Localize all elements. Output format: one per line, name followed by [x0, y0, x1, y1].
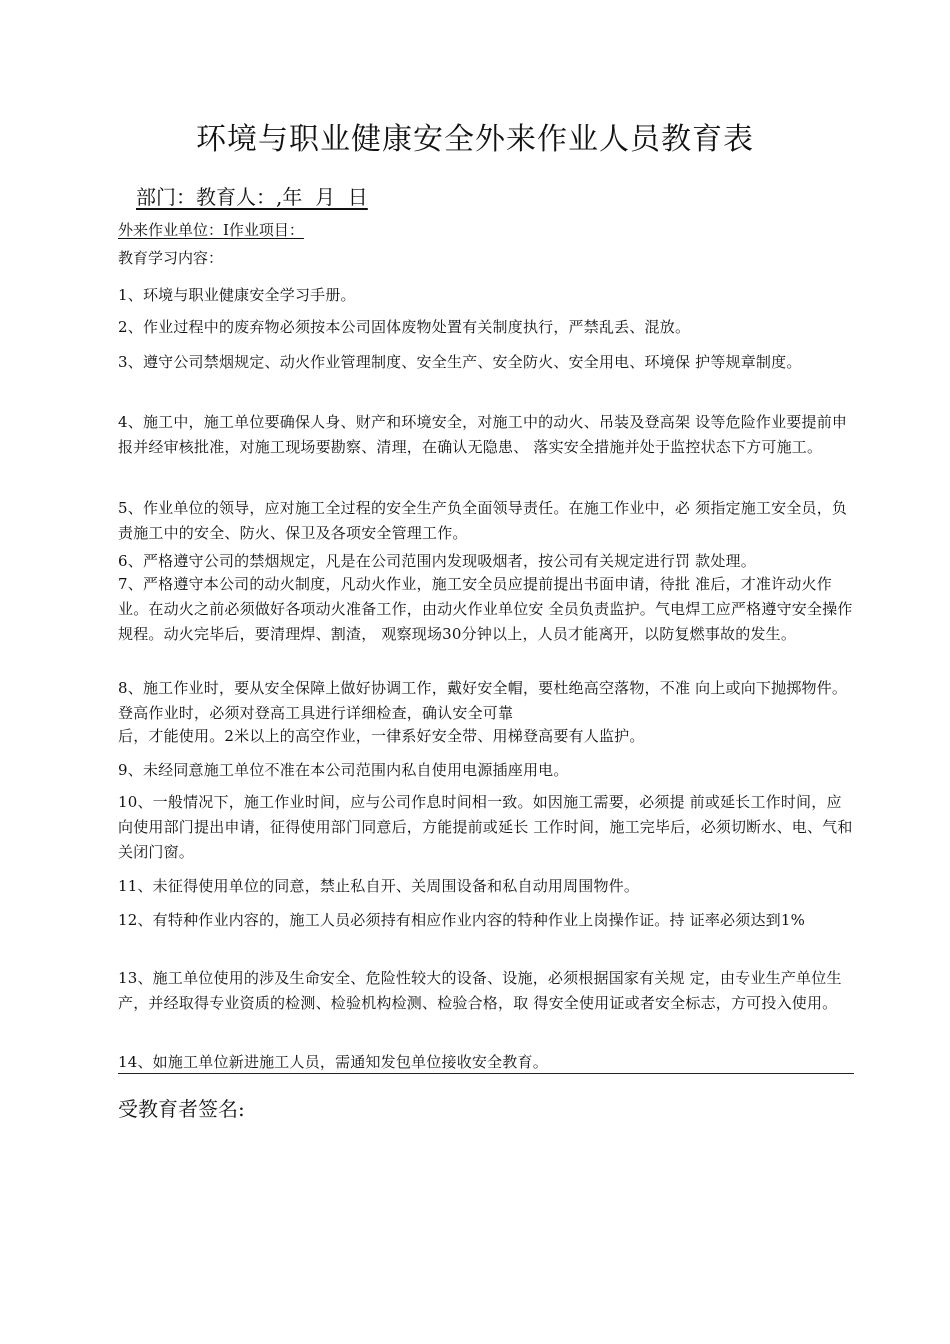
- education-item-8: 8、施工作业时，要从安全保障上做好协调工作，戴好安全帽，要杜绝高空落物，不准 向上或向下抛掷物件。登高作业时，必须对登高工具进行详细检查，确认安全可靠: [118, 679, 848, 722]
- education-item-1: 1、环境与职业健康安全学习手册。: [118, 286, 356, 304]
- page-title: 环境与职业健康安全外来作业人员教育表: [196, 122, 754, 157]
- education-item-6: 6、严格遵守公司的禁烟规定，凡是在公司范围内发现吸烟者，按公司有关规定进行罚 款处理。: [118, 552, 756, 570]
- signature-label: 受教育者签名:: [118, 1097, 245, 1121]
- education-item-10: 10、一般情况下，施工作业时间，应与公司作息时间相一致。如因施工需要，必须提 前或延长工作时间，应向使用部门提出申请，征得使用部门同意后，方能提前或延长 工作时间，施工完毕后，必须切断水、电、气和关闭门窗。: [118, 793, 853, 861]
- education-item-8-continued: 后，才能使用。2米以上的高空作业，一律系好安全带、用梯登高要有人监护。: [118, 727, 645, 745]
- education-item-5: 5、作业单位的领导，应对施工全过程的安全生产负全面领导责任。在施工作业中，必 须指定施工安全员，负责施工中的安全、防火、保卫及各项安全管理工作。: [118, 499, 848, 542]
- education-item-12: 12、有特种作业内容的，施工人员必须持有相应作业内容的特种作业上岗操作证。持 证率必须达到1%: [118, 911, 806, 929]
- education-item-2: 2、作业过程中的废弃物必须按本公司固体废物处置有关制度执行，严禁乱丢、混放。: [118, 318, 691, 336]
- department-educator-date-line: 部门：教育人：,年 月 日: [136, 185, 368, 209]
- education-content-label: 教育学习内容：: [118, 249, 224, 267]
- education-item-11: 11、未征得使用单位的同意，禁止私自开、关周围设备和私自动用周围物件。: [118, 877, 640, 895]
- education-item-14: 14、如施工单位新进施工人员，需通知发包单位接收安全教育。: [118, 1053, 548, 1071]
- education-item-7: 7、严格遵守本公司的动火制度，凡动火作业，施工安全员应提前提出书面申请，待批 准后，才准许动火作业。在动火之前必须做好各项动火准备工作，由动火作业单位安 全员负责监护。气电焊工应严格遵守安全操作规程。动火完毕后，要清理焊、割渣， 观察现场30分钟以上，人员才能离开，以防复燃事故的发生。: [118, 575, 853, 643]
- education-item-3: 3、遵守公司禁烟规定、动火作业管理制度、安全生产、安全防火、安全用电、环境保 护等规章制度。: [118, 353, 802, 371]
- education-item-4: 4、施工中，施工单位要确保人身、财产和环境安全，对施工中的动火、吊装及登高架 设等危险作业要提前申报并经审核批准，对施工现场要勘察、清理，在确认无隐患、 落实安全措施并处于监控状态下方可施工。: [118, 413, 848, 456]
- education-item-13: 13、施工单位使用的涉及生命安全、危险性较大的设备、设施，必须根据国家有关规 定，由专业生产单位生产，并经取得专业资质的检测、检验机构检测、检验合格，取 得安全使用证或者安全标志，方可投入使用。: [118, 969, 842, 1012]
- education-item-9: 9、未经同意施工单位不准在本公司范围内私自使用电源插座用电。: [118, 761, 569, 779]
- external-unit-project-line: 外来作业单位：I作业项目：: [118, 221, 304, 239]
- divider-line: [118, 1073, 854, 1074]
